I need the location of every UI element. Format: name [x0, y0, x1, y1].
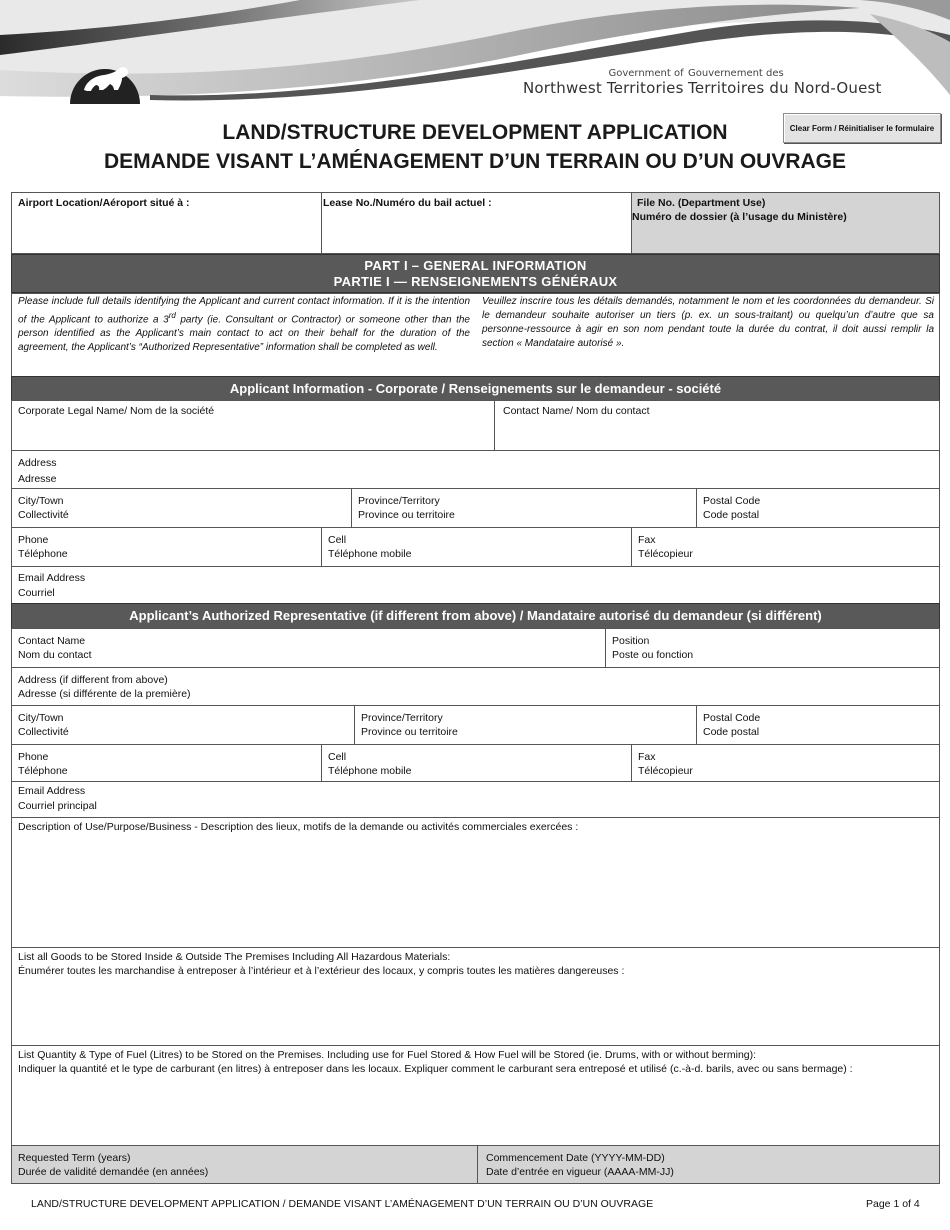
commence-label-en: Commencement Date (YYYY-MM-DD): [486, 1152, 665, 1164]
rep-position-label-en: Position: [612, 635, 650, 647]
city-label-en: City/Town: [18, 495, 64, 507]
instr-en-part1: Please include full details identifying the Applicant and current contact information. If it is the intention of the Applicant to authorize a 3: [18, 296, 470, 326]
rep-contact-label-en: Contact Name: [18, 635, 86, 647]
file-label-en: File No. (Department Use): [637, 197, 766, 209]
rep-province-label-fr: Province ou territoire: [361, 726, 458, 738]
rep-contact-label-fr: Nom du contact: [18, 649, 92, 661]
rep-postal-field[interactable]: [696, 705, 940, 745]
applicant-heading: Applicant Information - Corporate / Renseignements sur le demandeur - société: [11, 376, 940, 401]
rep-city-label-en: City/Town: [18, 712, 64, 724]
rep-position-label-fr: Poste ou fonction: [612, 649, 694, 661]
lease-number-field[interactable]: [321, 192, 632, 254]
part1-title-fr: PARTIE I — RENSEIGNEMENTS GÉNÉRAUX: [333, 274, 618, 289]
phone-label-en: Phone: [18, 534, 49, 546]
rep-address-label-fr: Adresse (si différente de la première): [18, 688, 191, 700]
page-number: Page 1 of 4: [866, 1198, 920, 1210]
polar-bear-icon: [70, 42, 140, 104]
corp-name-label: Corporate Legal Name/ Nom de la société: [18, 405, 215, 417]
instructions-fr: Veuillez inscrire tous les détails demandés, notamment le nom et les coordonnées du demandeur. Si le demandeur souhaite autoriser un tiers (p. ex. un sous-traitant) ou quelqu’un d’autre que sa personne-ressource à agir en son nom pendant toute la durée du contrat, il doit aussi remplir la section « Mandataire autorisé ».: [482, 296, 934, 349]
header-swoosh-graphic: [0, 0, 950, 120]
address-field[interactable]: [11, 450, 940, 489]
rep-phone-label-en: Phone: [18, 751, 49, 763]
rep-province-label-en: Province/Territory: [361, 712, 443, 724]
province-field[interactable]: [351, 488, 697, 528]
phone-label-fr: Téléphone: [18, 548, 68, 560]
city-label-fr: Collectivité: [18, 509, 69, 521]
cell-label-en: Cell: [328, 534, 347, 546]
phone-field[interactable]: [11, 527, 322, 567]
airport-label: Airport Location/Aéroport situé à :: [18, 197, 190, 209]
address-label-fr: Adresse: [18, 473, 57, 485]
gov-fr-name: Territoires du Nord-Ouest: [688, 79, 882, 97]
rep-position-field[interactable]: [605, 628, 940, 668]
rep-fax-field[interactable]: [631, 744, 940, 782]
fuel-label-en: List Quantity & Type of Fuel (Litres) to be Stored on the Premises. Including use for Fuel Stored & How Fuel will be Stored (ie. Drums, with or without berming):: [18, 1049, 757, 1061]
rep-contact-field[interactable]: [11, 628, 606, 668]
email-label-en: Email Address: [18, 572, 86, 584]
rep-province-field[interactable]: [354, 705, 697, 745]
contact-name-field[interactable]: [494, 400, 940, 451]
page-title-fr: DEMANDE VISANT L’AMÉNAGEMENT D’UN TERRAIN OU D’UN OUVRAGE: [103, 150, 847, 173]
part1-heading: [11, 254, 940, 293]
term-label-fr: Durée de validité demandée (en années): [18, 1166, 209, 1178]
rep-phone-field[interactable]: [11, 744, 322, 782]
fax-label-en: Fax: [638, 534, 656, 546]
rep-address-field[interactable]: [11, 667, 940, 706]
rep-postal-label-fr: Code postal: [703, 726, 760, 738]
gov-en-small: Government of: [608, 68, 684, 79]
rep-email-field[interactable]: [11, 781, 940, 818]
instructions-en: [18, 295, 470, 355]
rep-email-label-en: Email Address: [18, 785, 86, 797]
requested-term-field[interactable]: [11, 1145, 478, 1184]
gov-en-signature: [523, 68, 684, 97]
rep-city-label-fr: Collectivité: [18, 726, 69, 738]
goods-label-fr: Énumérer toutes les marchandise à entreposer à l’intérieur et à l’extérieur des locaux, y compris toutes les matières dangereuses :: [18, 965, 625, 977]
gov-fr-small: Gouvernement des: [688, 68, 784, 79]
footer-title: LAND/STRUCTURE DEVELOPMENT APPLICATION / DEMANDE VISANT L’AMÉNAGEMENT D’UN TERRAIN OU D’UN OUVRAGE: [31, 1198, 654, 1210]
province-label-en: Province/Territory: [358, 495, 440, 507]
commence-label-fr: Date d’entrée en vigueur (AAAA-MM-JJ): [486, 1166, 674, 1178]
province-label-fr: Province ou territoire: [358, 509, 455, 521]
goods-field[interactable]: [11, 947, 940, 1046]
corporate-name-field[interactable]: [11, 400, 495, 451]
part1-title-en: PART I – GENERAL INFORMATION: [364, 258, 587, 273]
page-title-en: LAND/STRUCTURE DEVELOPMENT APPLICATION: [222, 121, 728, 144]
goods-label-en: List all Goods to be Stored Inside & Outside The Premises Including All Hazardous Materials:: [18, 951, 451, 963]
contact-name-label: Contact Name/ Nom du contact: [503, 405, 650, 417]
rep-address-label-en: Address (if different from above): [18, 674, 168, 686]
representative-heading: Applicant’s Authorized Representative (if different from above) / Mandataire autorisé du demandeur (si différent): [11, 603, 940, 629]
instr-en-part2: party (ie. Consultant or Contractor) or someone other than the person identified as the Applicant’s main contact to act on their behalf for the duration of the agreement, the Applicant’s “Authorized Representative” information shall be completed as well.: [18, 314, 470, 354]
file-label-fr: Numéro de dossier (à l’usage du Ministère): [632, 211, 847, 223]
airport-location-field[interactable]: [11, 192, 322, 254]
rep-email-label-fr: Courriel principal: [18, 800, 97, 812]
rep-fax-label-en: Fax: [638, 751, 656, 763]
cell-field[interactable]: [321, 527, 632, 567]
rep-fax-label-fr: Télécopieur: [638, 765, 693, 777]
clear-form-button[interactable]: Clear Form / Réinitialiser le formulaire: [783, 113, 941, 143]
rep-cell-field[interactable]: [321, 744, 632, 782]
rep-city-field[interactable]: [11, 705, 355, 745]
rep-phone-label-fr: Téléphone: [18, 765, 68, 777]
postal-label-en: Postal Code: [703, 495, 761, 507]
cell-label-fr: Téléphone mobile: [328, 548, 412, 560]
postal-code-field[interactable]: [696, 488, 940, 528]
gov-fr-signature: [688, 68, 882, 97]
gov-en-name: Northwest Territories: [523, 79, 684, 97]
fax-field[interactable]: [631, 527, 940, 567]
fax-label-fr: Télécopieur: [638, 548, 693, 560]
rep-postal-label-en: Postal Code: [703, 712, 761, 724]
term-label-en: Requested Term (years): [18, 1152, 131, 1164]
description-label: Description of Use/Purpose/Business - Description des lieux, motifs de la demande ou activités commerciales exercées :: [18, 821, 579, 833]
instr-en-sup: rd: [168, 311, 176, 320]
description-field[interactable]: [11, 817, 940, 948]
file-number-field: [631, 192, 940, 254]
address-label-en: Address: [18, 457, 57, 469]
fuel-label-fr: Indiquer la quantité et le type de carburant (en litres) à entreposer dans les locaux. Expliquer comment le carburant sera entreposé et utilisé (c.-à-d. barils, avec ou sans bermage) :: [18, 1063, 853, 1075]
email-label-fr: Courriel: [18, 587, 55, 599]
fuel-field[interactable]: [11, 1045, 940, 1146]
postal-label-fr: Code postal: [703, 509, 760, 521]
city-field[interactable]: [11, 488, 352, 528]
rep-cell-label-fr: Téléphone mobile: [328, 765, 412, 777]
rep-cell-label-en: Cell: [328, 751, 347, 763]
commencement-date-field[interactable]: [477, 1145, 940, 1184]
email-field[interactable]: [11, 566, 940, 604]
lease-label: Lease No./Numéro du bail actuel :: [323, 197, 492, 209]
